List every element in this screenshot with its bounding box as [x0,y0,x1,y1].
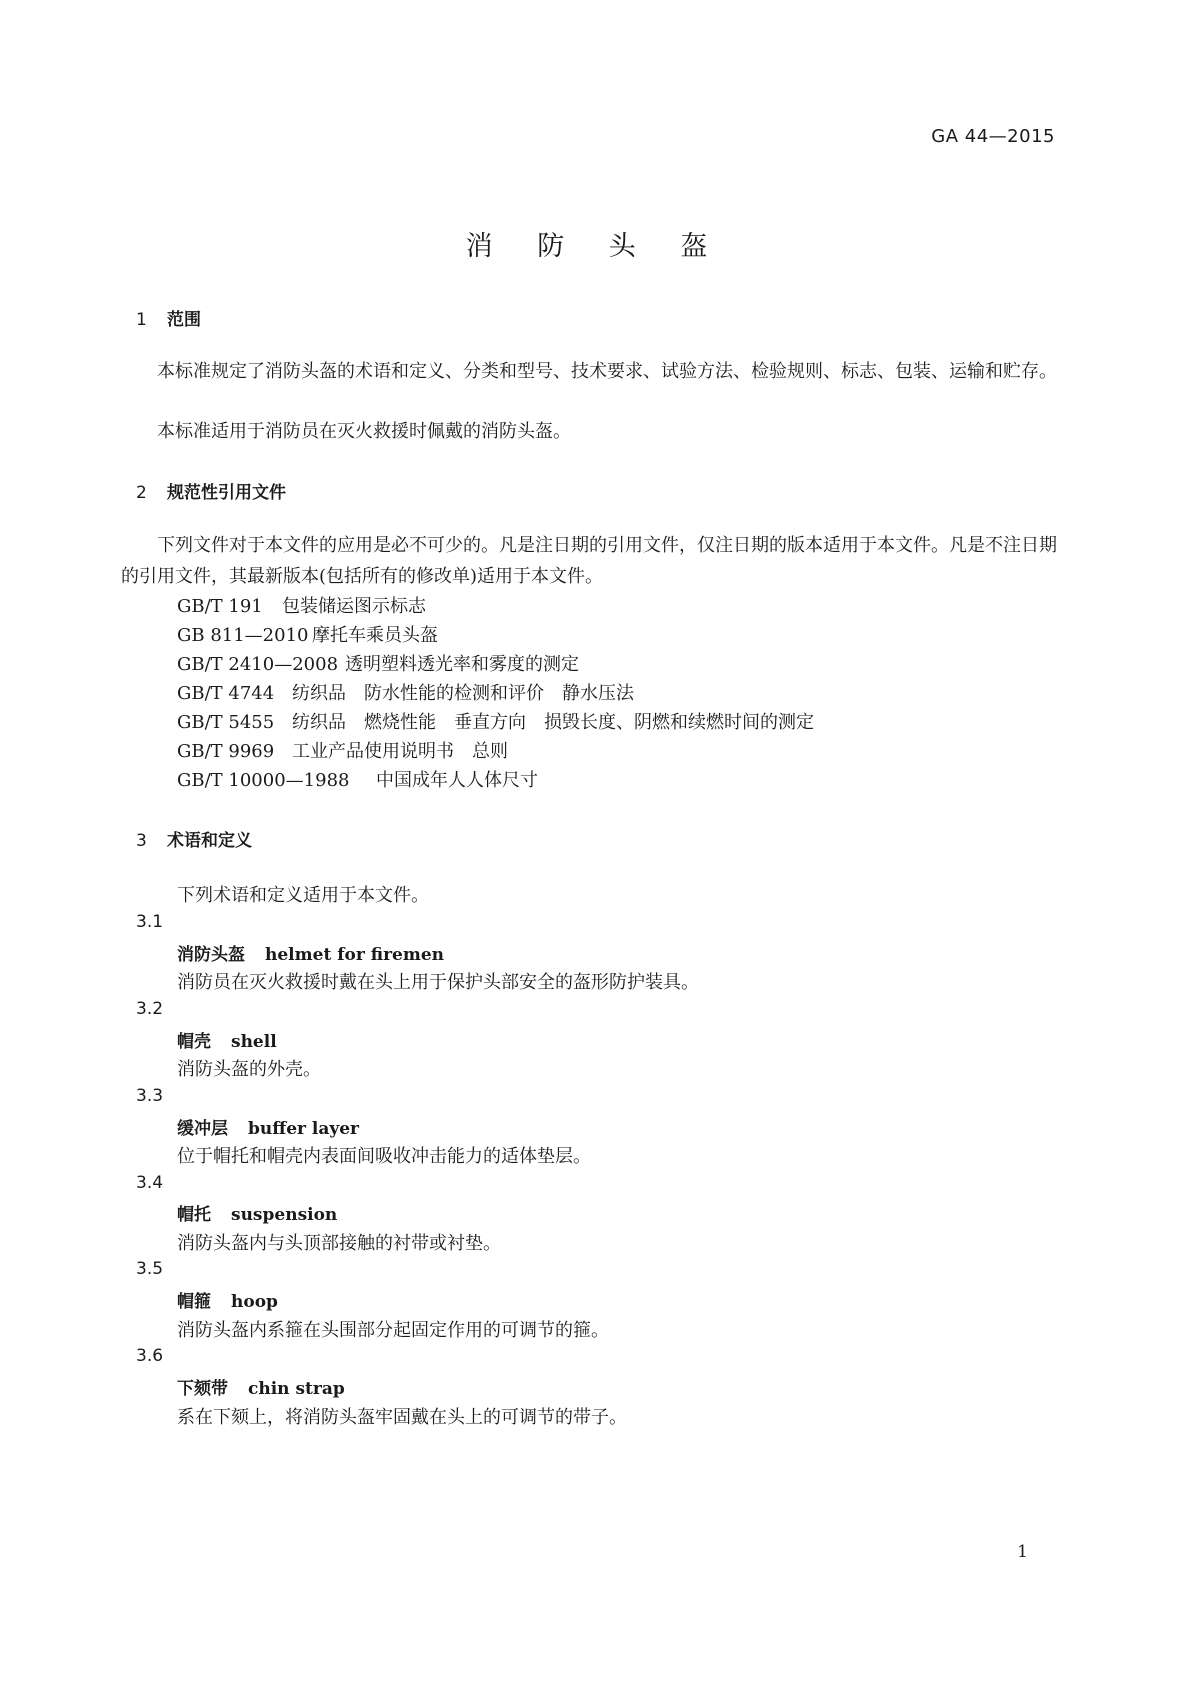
section-1-paragraph-2: 本标准适用于消防员在灭火救援时佩戴的消防头盔。 [157,421,571,442]
section-3-intro: 下列术语和定义适用于本文件。 [177,885,429,906]
term-definition: 消防员在灭火救援时戴在头上用于保护头部安全的盔形防护装具。 [177,972,699,993]
term-zh: 帽托 [177,1205,211,1225]
section-2-intro: 下列文件对于本文件的应用是必不可少的。凡是注日期的引用文件，仅注日期的版本适用于本文件。凡是不注日期的引用文件，其最新版本(包括所有的修改单)适用于本文件。 [121,535,1057,587]
reference-item [177,650,579,676]
reference-item [177,766,538,792]
section-number: 2 [136,483,147,503]
reference-item [177,621,438,647]
section-1-paragraph-1: 本标准规定了消防头盔的术语和定义、分类和型号、技术要求、试验方法、检验规则、标志、包装、运输和贮存。 [157,361,1057,382]
term-zh: 帽箍 [177,1292,211,1312]
term-zh: 下颏带 [177,1379,228,1399]
reference-item [177,592,426,618]
reference-title: 中国成年人人体尺寸 [376,770,538,791]
section-1-heading [136,305,201,330]
reference-title: 纺织品 防水性能的检测和评价 静水压法 [292,683,634,704]
section-number: 1 [136,310,147,330]
section-title: 规范性引用文件 [167,483,286,503]
reference-code: GB 811—2010 [177,625,309,646]
section-title: 术语和定义 [167,831,252,851]
reference-code: GB/T 4744 [177,683,275,704]
page-number: 1 [1017,1542,1028,1562]
section-3-heading [136,826,252,851]
term-definition: 消防头盔内系箍在头围部分起固定作用的可调节的箍。 [177,1320,609,1341]
reference-title: 透明塑料透光率和雾度的测定 [345,654,579,675]
reference-code: GB/T 10000—1988 [177,770,350,791]
term-name [177,940,444,965]
standard-number: GA 44—2015 [931,126,1055,147]
term-name [177,1287,278,1312]
term-definition: 系在下颏上，将消防头盔牢固戴在头上的可调节的带子。 [177,1407,627,1428]
reference-item [177,737,508,763]
term-zh: 消防头盔 [177,945,245,965]
term-zh: 缓冲层 [177,1119,228,1139]
term-en: hoop [231,1292,278,1312]
reference-code: GB/T 9969 [177,741,275,762]
term-number: 3.6 [136,1346,164,1366]
term-definition: 消防头盔内与头顶部接触的衬带或衬垫。 [177,1233,501,1254]
reference-title: 工业产品使用说明书 总则 [292,741,508,762]
term-name [177,1200,337,1225]
reference-title: 摩托车乘员头盔 [312,625,438,646]
term-definition: 消防头盔的外壳。 [177,1059,321,1080]
term-zh: 帽壳 [177,1032,211,1052]
term-name [177,1374,345,1399]
term-name [177,1114,359,1139]
section-title: 范围 [167,310,201,330]
term-en: buffer layer [248,1119,360,1139]
term-number: 3.4 [136,1173,164,1193]
term-number: 3.3 [136,1086,164,1106]
term-en: shell [231,1032,277,1052]
reference-code: GB/T 2410—2008 [177,654,339,675]
term-number: 3.1 [136,912,164,932]
term-en: helmet for firemen [265,945,445,965]
reference-code: GB/T 191 [177,596,263,617]
term-en: suspension [231,1205,338,1225]
reference-title: 纺织品 燃烧性能 垂直方向 损毁长度、阴燃和续燃时间的测定 [292,712,814,733]
section-2-heading [136,478,286,503]
reference-item [177,679,634,705]
term-en: chin strap [248,1379,345,1399]
section-number: 3 [136,831,147,851]
reference-title: 包装储运图示标志 [282,596,426,617]
reference-code: GB/T 5455 [177,712,275,733]
reference-item [177,708,814,734]
document-title: 消 防 头 盔 [465,231,726,262]
term-number: 3.2 [136,999,164,1019]
term-name [177,1027,277,1052]
term-number: 3.5 [136,1259,164,1279]
term-definition: 位于帽托和帽壳内表面间吸收冲击能力的适体垫层。 [177,1146,591,1167]
